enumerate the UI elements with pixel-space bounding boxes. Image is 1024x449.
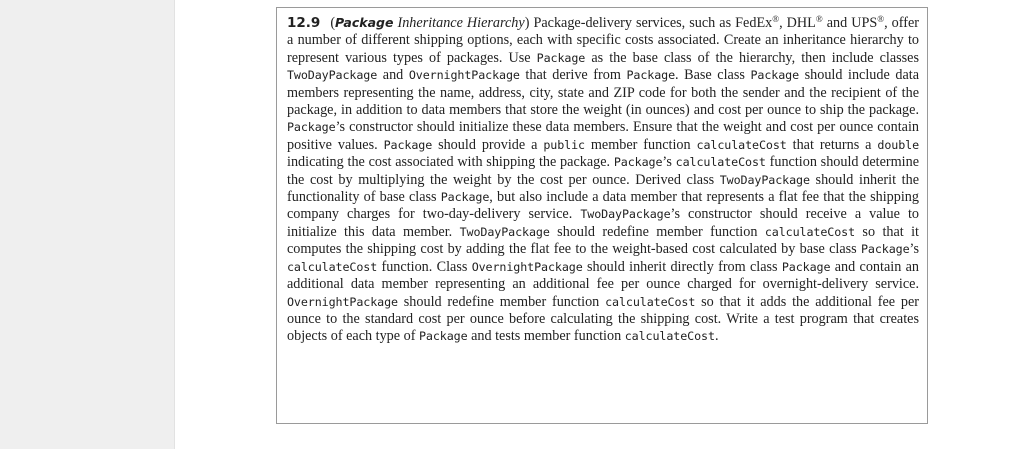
text-span: and UPS xyxy=(822,15,878,31)
registered-mark: ® xyxy=(815,14,823,24)
text-span: so that it adds the additional fee per ounce to the standard cost per ounce before calculating the shipping cost. Write a test program that creates objects of each type of xyxy=(287,293,919,345)
text-span: so that it computes the shipping cost by adding the flat fee to the weight-based cost calculated by base class xyxy=(287,223,919,258)
code-term: OvernightPackage xyxy=(471,259,583,274)
code-term: public xyxy=(543,137,585,152)
code-term: Package xyxy=(536,50,586,65)
code-term: calculateCost xyxy=(764,224,856,239)
exercise-number: 12.9 xyxy=(287,15,321,31)
text-span: that returns a xyxy=(786,136,878,153)
exercise-box xyxy=(276,7,928,424)
code-term: Package xyxy=(781,259,831,274)
text-span: as the base class of the hierarchy, then include classes xyxy=(585,49,920,66)
exercise-title-code: Package xyxy=(335,15,394,30)
code-term: Package xyxy=(440,190,490,205)
text-span: should include data members representing the name, address, city, state and ZIP code for both the sender and the recipient of the package, in addition to data members that store the weight (in ounces) and cost per ounce to ship the package. xyxy=(287,67,919,119)
code-term: TwoDayPackage xyxy=(287,68,378,83)
registered-mark: ® xyxy=(772,14,780,24)
code-term: OvernightPackage xyxy=(287,294,398,309)
text-span: ’s xyxy=(662,154,676,171)
left-sidebar xyxy=(0,0,175,449)
exercise-paragraph: 12.9 (Package Inheritance Hierarchy) Package-delivery services, such as FedEx®, DHL® and UPS®, offer a number of different shipping options, each with specific costs associated. Create an inheritance hierarchy to represent various types of packages. Use Package as the base class of the hierarchy, then include classes TwoDayPackage and OvernightPackage that derive from Package. Base class Package should include data members representing the name, address, city, state and ZIP code for both the sender and the recipient of the package, in addition to data members that store the weight (in ounces) and cost per ounce to ship the package. Package’s constructor should initialize these data members. Ensure that the weight and cost per ounce contain positive values. Package should provide a public member function calculateCost that returns a double indicating the cost associated with shipping the package. Package’s calculateCost function should determine the cost by multiplying the weight by the cost per ounce. Derived class TwoDayPackage should inherit the functionality of base class Package, but also include a data member that represents a flat fee that the shipping company charges for two-day-delivery service. TwoDayPackage’s constructor should receive a value to initialize this data member. TwoDayPackage should redefine member function calculateCost so that it computes the shipping cost by adding the flat fee to the weight-based cost calculated by base class Package’s calculateCost function. Class OvernightPackage should inherit directly from class Package and contain an additional data member representing an additional fee per ounce charged for overnight-delivery service. OvernightPackage should redefine member function calculateCost so that it adds the additional fee per ounce to the standard cost per ounce before calculating the shipping cost. Write a test program that creates objects of each type of Package and tests member function calculateCost. xyxy=(287,14,920,345)
code-term: calculateCost xyxy=(624,329,715,344)
text-span: ’s xyxy=(909,241,919,258)
text-span: indicating the cost associated with shipping the package. xyxy=(287,154,614,171)
document-page xyxy=(175,0,1024,449)
text-span: and xyxy=(377,67,409,84)
registered-mark: ® xyxy=(877,14,885,24)
text-span: , DHL xyxy=(779,15,816,31)
text-span: member function xyxy=(584,136,697,153)
code-term: Package xyxy=(287,120,336,135)
text-span: should provide a xyxy=(432,136,544,153)
text-span: should inherit the functionality of base class xyxy=(287,171,919,206)
code-term: OvernightPackage xyxy=(408,68,520,83)
code-term: calculateCost xyxy=(675,155,766,170)
code-term: Package xyxy=(626,68,676,83)
text-span: . Base class xyxy=(675,67,751,84)
code-term: TwoDayPackage xyxy=(719,172,810,187)
exercise-title: Inheritance Hierarchy xyxy=(397,15,525,31)
text-span: , but also include a data member that represents a flat fee that the shipping company charges for two-day-delivery service. xyxy=(287,189,919,223)
code-term: calculateCost xyxy=(605,294,696,309)
code-term: Package xyxy=(750,68,800,83)
code-term: Package xyxy=(383,137,433,152)
code-term: calculateCost xyxy=(287,259,378,274)
code-term: Package xyxy=(860,242,910,257)
text-span: should redefine member function xyxy=(549,223,765,240)
text-span: , offer a number of different shipping options, each with specific costs associated. Create an inheritance hierarchy to represent various types of packages. Use xyxy=(287,15,919,66)
code-term: TwoDayPackage xyxy=(580,207,671,222)
text-span: that derive from xyxy=(519,67,627,84)
text-span: . xyxy=(714,328,719,345)
text-span: and contain an additional data member representing an additional fee per ounce charged for overnight-delivery service. xyxy=(287,258,919,293)
code-term: Package xyxy=(418,329,468,344)
text-span: function. Class xyxy=(377,258,472,275)
text-span: ’s constructor should receive a value to initialize this data member. xyxy=(287,206,919,240)
code-term: TwoDayPackage xyxy=(459,224,550,239)
text-span: ) Package-delivery services, such as FedEx xyxy=(524,15,773,31)
code-term: double xyxy=(877,137,920,152)
code-term: Package xyxy=(613,155,663,170)
code-term: calculateCost xyxy=(696,137,787,152)
text-span: and tests member function xyxy=(467,328,625,345)
text-span: should redefine member function xyxy=(397,293,606,310)
text-span: function should determine the cost by multiplying the weight by the cost per ounce. Derived class xyxy=(287,154,920,188)
text-span: ’s constructor should initialize these data members. Ensure that the weight and cost per ounce contain positive values. xyxy=(287,119,919,153)
text-span: should inherit directly from class xyxy=(582,258,782,275)
